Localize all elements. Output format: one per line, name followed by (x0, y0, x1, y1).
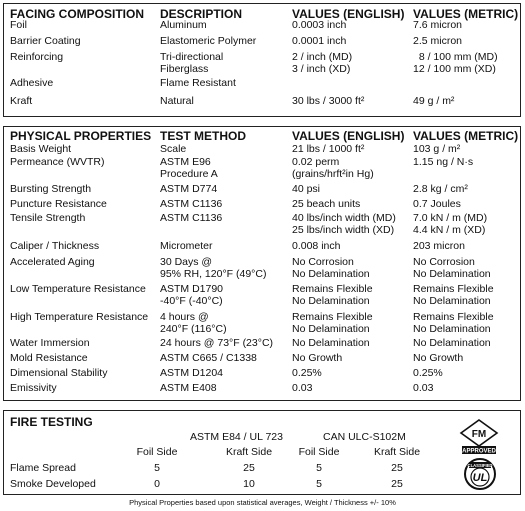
facing-desc: Tri-directional Fiberglass (160, 51, 224, 75)
facing-eng: 0.0003 inch (292, 19, 347, 31)
property-eng: 21 lbs / 1000 ft² (292, 143, 365, 155)
facing-name: Reinforcing (10, 51, 64, 63)
property-eng: 0.008 inch (292, 240, 341, 252)
fire-standard-astm: ASTM E84 / UL 723 (190, 431, 283, 443)
facing-met: 8 / 100 mm (MD) 12 / 100 mm (XD) (413, 51, 498, 75)
fire-value: 5 (154, 462, 160, 474)
fire-value: 10 (243, 478, 255, 490)
facing-composition-table (3, 3, 521, 117)
property-met: 0.25% (413, 367, 443, 379)
property-met: 0.03 (413, 382, 434, 394)
facing-name: Barrier Coating (10, 35, 81, 47)
property-name: Caliper / Thickness (10, 240, 100, 252)
ul-mark: UL (472, 472, 488, 484)
property-met: No Corrosion No Delamination (413, 256, 491, 280)
property-method: ASTM D774 (160, 183, 218, 195)
property-met: 1.15 ng / N·s (413, 156, 474, 168)
property-name: Emissivity (10, 382, 57, 394)
property-met: No Delamination (413, 337, 491, 349)
ul-classified-badge (464, 458, 496, 490)
fire-row-name: Smoke Developed (10, 478, 96, 490)
property-eng: 0.25% (292, 367, 322, 379)
property-eng: Remains Flexible No Delamination (292, 283, 373, 307)
fire-value: 25 (391, 478, 403, 490)
property-name: Accelerated Aging (10, 256, 95, 268)
facing-header-metric: VALUES (METRIC) (413, 7, 519, 21)
property-name: Bursting Strength (10, 183, 92, 195)
physical-properties-table (3, 126, 521, 401)
fire-value: 5 (316, 478, 322, 490)
fire-value: 5 (316, 462, 322, 474)
property-met: 103 g / m² (413, 143, 461, 155)
facing-desc: Aluminum (160, 19, 207, 31)
physical-header-method: TEST METHOD (160, 129, 246, 143)
property-method: ASTM E408 (160, 382, 217, 394)
facing-desc: Elastomeric Polymer (160, 35, 257, 47)
fire-value: 25 (243, 462, 255, 474)
property-met: 0.7 Joules (413, 198, 461, 210)
facing-header-description: DESCRIPTION (160, 7, 243, 21)
property-eng: No Growth (292, 352, 343, 364)
property-method: 24 hours @ 73°F (23°C) (160, 337, 274, 349)
property-name: Basis Weight (10, 143, 72, 155)
property-eng: 0.02 perm (grains/hrft²in Hg) (292, 156, 374, 180)
facing-eng: 0.0001 inch (292, 35, 347, 47)
facing-desc: Flame Resistant (160, 77, 236, 89)
property-eng: No Corrosion No Delamination (292, 256, 370, 280)
property-name: Mold Resistance (10, 352, 88, 364)
facing-header-composition: FACING COMPOSITION (10, 7, 145, 21)
property-name: High Temperature Resistance (10, 311, 149, 323)
facing-header-english: VALUES (ENGLISH) (292, 7, 405, 21)
fire-value: 25 (391, 462, 403, 474)
property-met: 203 micron (413, 240, 465, 252)
property-method: ASTM C665 / C1338 (160, 352, 257, 364)
facing-met: 49 g / m² (413, 95, 455, 107)
property-method: ASTM D1790 -40°F (-40°C) (160, 283, 224, 307)
ul-classified-icon (464, 458, 496, 490)
property-met: 2.8 kg / cm² (413, 183, 468, 195)
fire-sub-foil-1: Foil Side (136, 446, 178, 458)
property-eng: 40 lbs/inch width (MD) 25 lbs/inch width (XD) (292, 212, 396, 236)
physical-header-properties: PHYSICAL PROPERTIES (10, 129, 152, 143)
property-eng: 0.03 (292, 382, 313, 394)
property-method: Micrometer (160, 240, 213, 252)
facing-name: Foil (10, 19, 27, 31)
facing-desc: Natural (160, 95, 194, 107)
property-met: Remains Flexible No Delamination (413, 311, 494, 335)
fire-sub-foil-2: Foil Side (298, 446, 340, 458)
facing-name: Kraft (10, 95, 33, 107)
property-met: 7.0 kN / m (MD) 4.4 kN / m (XD) (413, 212, 488, 236)
facing-eng: 2 / inch (MD) 3 / inch (XD) (292, 51, 353, 75)
property-method: 4 hours @ 240°F (116°C) (160, 311, 227, 335)
facing-eng: 30 lbs / 3000 ft² (292, 95, 365, 107)
property-met: No Growth (413, 352, 464, 364)
facing-name: Adhesive (10, 77, 54, 89)
property-method: ASTM D1204 (160, 367, 224, 379)
property-name: Low Temperature Resistance (10, 283, 146, 295)
property-eng: 25 beach units (292, 198, 361, 210)
fm-approved-badge (459, 419, 499, 455)
property-method: 30 Days @ 95% RH, 120°F (49°C) (160, 256, 267, 280)
fm-mark: FM (471, 429, 487, 440)
property-name: Dimensional Stability (10, 367, 108, 379)
property-method: ASTM E96 Procedure A (160, 156, 218, 180)
ul-classified-text: CLASSIFIED (467, 463, 493, 468)
physical-header-english: VALUES (ENGLISH) (292, 129, 405, 143)
fire-value: 0 (154, 478, 160, 490)
property-method: ASTM C1136 (160, 198, 223, 210)
facing-met: 2.5 micron (413, 35, 463, 47)
fire-standard-can: CAN ULC-S102M (323, 431, 406, 443)
fire-title: FIRE TESTING (10, 415, 93, 429)
facing-met: 7.6 micron (413, 19, 463, 31)
property-name: Puncture Resistance (10, 198, 107, 210)
fm-approved-text: APPROVED (462, 448, 496, 455)
property-name: Water Immersion (10, 337, 90, 349)
property-eng: No Delamination (292, 337, 370, 349)
fire-sub-kraft-2: Kraft Side (373, 446, 421, 458)
physical-header-metric: VALUES (METRIC) (413, 129, 519, 143)
property-name: Permeance (WVTR) (10, 156, 105, 168)
fire-testing-table (3, 410, 521, 495)
property-name: Tensile Strength (10, 212, 86, 224)
fm-approved-icon (459, 419, 499, 455)
property-eng: Remains Flexible No Delamination (292, 311, 373, 335)
property-method: Scale (160, 143, 187, 155)
footnote: Physical Properties based upon statistical averages, Weight / Thickness +/- 10% (129, 498, 396, 507)
property-method: ASTM C1136 (160, 212, 223, 224)
property-eng: 40 psi (292, 183, 321, 195)
fire-row-name: Flame Spread (10, 462, 76, 474)
fire-sub-kraft-1: Kraft Side (225, 446, 273, 458)
property-met: Remains Flexible No Delamination (413, 283, 494, 307)
